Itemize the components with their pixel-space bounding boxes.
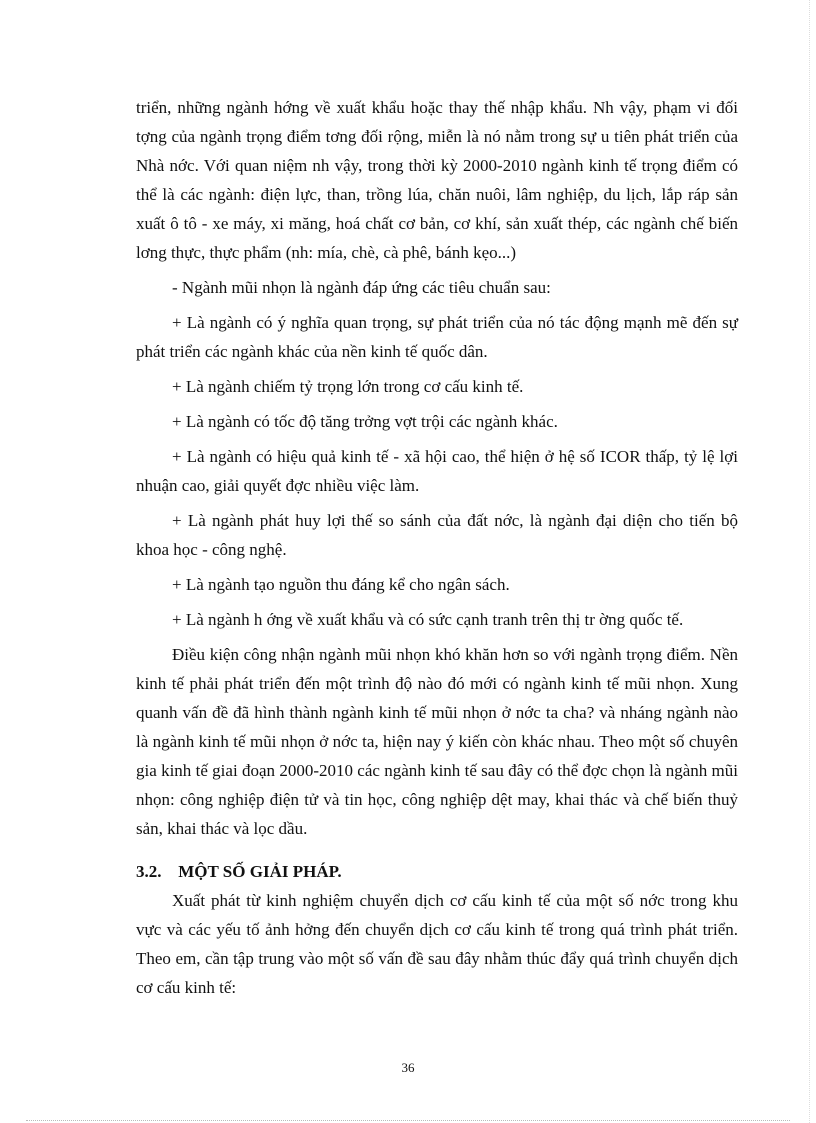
paragraph: + Là ngành có hiệu quả kinh tế - xã hội cao, thể hiện ở hệ số ICOR thấp, tỷ lệ lợi nhuận cao, giải quyết đợc nhiều việc làm. <box>136 447 738 495</box>
footer-divider <box>26 1120 790 1121</box>
paragraph: Xuất phát từ kinh nghiệm chuyển dịch cơ cấu kinh tế của một số nớc trong khu vực và các yếu tố ảnh hởng đến chuyển dịch cơ cấu kinh tế trong quá trình phát triển. Theo em, cần tập trung vào một số vấn đề sau đây nhằm thúc đẩy quá trình chuyển dịch cơ cấu kinh tế: <box>136 891 738 997</box>
section-title: MỘT SỐ GIẢI PHÁP. <box>178 862 342 881</box>
paragraph: + Là ngành h ớng về xuất khẩu và có sức cạnh tranh trên thị tr ờng quốc tế. <box>172 610 684 629</box>
paragraph: triển, những ngành hớng về xuất khẩu hoặc thay thế nhập khẩu. Nh vậy, phạm vi đối tợng của ngành trọng điểm tơng đối rộng, miễn là nó nằm trong sự u tiên phát triển của Nhà nớc. Với quan niệm nh vậy, trong thời kỳ 2000-2010 ngành kinh tế trọng điểm có thể là các ngành: điện lực, than, trồng lúa, chăn nuôi, lâm nghiệp, du lịch, lắp ráp sản xuất ô tô - xe máy, xi măng, hoá chất cơ bản, cơ khí, sản xuất thép, các ngành chế biến lơng thực, thực phẩm (nh: mía, chè, cà phê, bánh kẹo...) <box>136 98 738 262</box>
paragraph: + Là ngành tạo nguồn thu đáng kể cho ngân sách. <box>172 575 510 594</box>
margin-divider <box>809 0 810 1123</box>
paragraph: + Là ngành phát huy lợi thế so sánh của đất nớc, là ngành đại diện cho tiến bộ khoa học - công nghệ. <box>136 511 738 559</box>
paragraph: Điều kiện công nhận ngành mũi nhọn khó khăn hơn so với ngành trọng điểm. Nền kinh tế phải phát triển đến một trình độ nào đó mới có ngành kinh tế mũi nhọn. Xung quanh vấn đề đã hình thành ngành kinh tế mũi nhọn ở nớc ta cha? và nháng ngành nào là ngành kinh tế mũi nhọn ở nớc ta, hiện nay ý kiến còn khác nhau. Theo một số chuyên gia kinh tế giai đoạn 2000-2010 các ngành kinh tế sau đây có thể đợc chọn là ngành mũi nhọn: công nghiệp điện tử và tin học, công nghiệp dệt may, khai thác và chế biến thuỷ sản, khai thác và lọc dầu. <box>136 645 738 838</box>
page-number: 36 <box>401 1060 415 1075</box>
paragraph: + Là ngành có tốc độ tăng trởng vợt trội các ngành khác. <box>172 412 558 431</box>
paragraph: - Ngành mũi nhọn là ngành đáp ứng các tiêu chuẩn sau: <box>172 278 551 297</box>
paragraph: + Là ngành chiếm tỷ trọng lớn trong cơ cấu kinh tế. <box>172 377 524 396</box>
body-text <box>136 93 738 1002</box>
paragraph: + Là ngành có ý nghĩa quan trọng, sự phát triển của nó tác động mạnh mẽ đến sự phát triển các ngành khác của nền kinh tế quốc dân. <box>136 313 738 361</box>
section-heading <box>136 857 738 886</box>
section-number: 3.2. <box>136 862 162 881</box>
